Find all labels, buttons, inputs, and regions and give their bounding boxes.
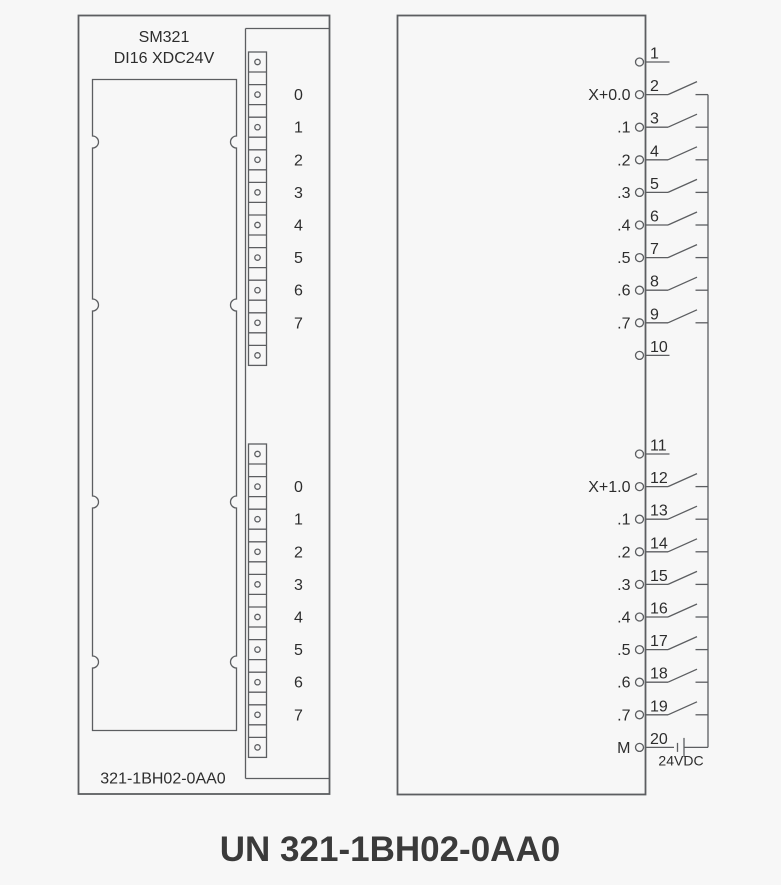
switch-contact	[668, 245, 697, 258]
terminal-number: 3	[650, 110, 659, 128]
led-indicator	[255, 190, 260, 195]
terminal-circle	[636, 123, 644, 131]
led-channel-label: 2	[294, 544, 303, 562]
module-outline	[79, 16, 330, 795]
led-indicator	[255, 680, 260, 685]
terminal-row-5	[617, 176, 708, 202]
led-indicator	[255, 157, 260, 162]
switch-contact	[668, 474, 697, 487]
terminal-number: 17	[650, 633, 668, 651]
supply-voltage-label: 24VDC	[658, 752, 704, 769]
switch-contact	[668, 277, 697, 290]
terminal-row-1	[636, 46, 670, 67]
terminal-label: .1	[617, 511, 631, 529]
led-indicator	[255, 712, 260, 717]
led-indicator	[255, 59, 260, 64]
terminal-label: M	[617, 739, 631, 757]
terminal-number: 12	[650, 470, 668, 488]
led-indicator	[255, 614, 260, 619]
terminal-circle	[636, 743, 644, 751]
terminal-row-3	[617, 111, 708, 137]
led-indicator	[255, 255, 260, 260]
module-title-line2: DI16 XDC24V	[113, 50, 215, 67]
terminal-label: .5	[617, 250, 631, 268]
led-indicator	[255, 353, 260, 358]
terminal-circle	[636, 548, 644, 556]
terminal-circle	[636, 711, 644, 719]
terminal-label: .2	[617, 152, 631, 170]
terminal-label: .1	[617, 119, 631, 137]
terminal-label: .6	[617, 282, 631, 300]
terminal-label: .2	[617, 544, 631, 562]
switch-contact	[668, 179, 697, 192]
module-front-view	[79, 16, 330, 795]
terminal-number: 14	[650, 535, 668, 553]
labeling-area	[93, 80, 237, 731]
switch-contact	[668, 604, 697, 617]
led-channel-label: 1	[294, 119, 303, 137]
terminal-row-19	[617, 698, 708, 724]
switch-contact	[668, 310, 697, 323]
terminal-number: 5	[650, 175, 659, 193]
switch-contact	[668, 702, 697, 715]
terminal-label: X+0.0	[588, 87, 631, 105]
led-channel-label: 0	[294, 479, 303, 497]
switch-contact	[668, 571, 697, 584]
terminal-label: .4	[617, 217, 631, 235]
switch-contact	[668, 212, 697, 225]
terminal-row-11	[636, 438, 670, 459]
terminal-circle	[636, 254, 644, 262]
terminal-rows	[588, 46, 708, 757]
terminal-number: 9	[650, 306, 659, 324]
led-indicator	[255, 484, 260, 489]
terminal-row-12	[588, 470, 708, 496]
terminal-number: 15	[650, 567, 668, 585]
switch-contact	[668, 114, 697, 127]
led-indicator	[255, 320, 260, 325]
switch-contact	[668, 669, 697, 682]
led-strip-0	[249, 52, 304, 365]
led-channel-label: 6	[294, 674, 303, 692]
led-channel-label: 3	[294, 184, 303, 202]
led-indicator	[255, 549, 260, 554]
led-indicator	[255, 517, 260, 522]
terminal-connection-diagram	[398, 16, 709, 795]
led-channel-label: 5	[294, 642, 303, 660]
led-indicator	[255, 451, 260, 456]
terminal-circle	[636, 515, 644, 523]
terminal-row-7	[617, 241, 708, 267]
led-channel-label: 7	[294, 315, 303, 333]
terminal-circle	[636, 613, 644, 621]
terminal-circle	[636, 678, 644, 686]
terminal-label: .3	[617, 184, 631, 202]
led-indicator	[255, 745, 260, 750]
terminal-number: 4	[650, 143, 659, 161]
led-channel-label: 7	[294, 707, 303, 725]
terminal-circle	[636, 156, 644, 164]
terminal-number: 7	[650, 241, 659, 259]
led-strip-outline	[249, 52, 267, 365]
terminal-row-17	[617, 633, 708, 659]
terminal-circle	[636, 351, 644, 359]
switch-contact	[668, 637, 697, 650]
led-indicator	[255, 647, 260, 652]
led-indicator	[255, 222, 260, 227]
terminal-row-10	[636, 339, 670, 360]
module-title-line1: SM321	[138, 29, 190, 46]
terminal-circle	[636, 450, 644, 458]
led-channel-label: 3	[294, 576, 303, 594]
terminal-number: 18	[650, 665, 668, 683]
led-indicator	[255, 582, 260, 587]
terminal-label: X+1.0	[588, 479, 631, 497]
led-indicator	[255, 125, 260, 130]
led-channel-label: 0	[294, 87, 303, 105]
terminal-row-4	[617, 143, 708, 169]
terminal-number: 8	[650, 273, 659, 291]
terminal-label: .7	[617, 315, 631, 333]
terminal-row-16	[617, 601, 708, 627]
terminal-row-6	[617, 209, 708, 235]
switch-contact	[668, 539, 697, 552]
module-order-number: 321-1BH02-0AA0	[100, 770, 226, 788]
led-channel-label: 4	[294, 609, 303, 627]
terminal-circle	[636, 483, 644, 491]
led-channel-label: 5	[294, 250, 303, 268]
terminal-circle	[636, 91, 644, 99]
terminal-label: .6	[617, 674, 631, 692]
led-indicator	[255, 288, 260, 293]
terminal-number: 19	[650, 698, 668, 716]
led-channel-label: 2	[294, 152, 303, 170]
terminal-row-18	[617, 666, 708, 692]
led-channel-label: 4	[294, 217, 303, 235]
terminal-circle	[636, 58, 644, 66]
switch-contact	[668, 147, 697, 160]
terminal-number: 10	[650, 338, 668, 356]
terminal-row-14	[617, 535, 708, 561]
terminal-circle	[636, 319, 644, 327]
switch-contact	[668, 506, 697, 519]
caption-title: UN 321-1BH02-0AA0	[219, 830, 561, 869]
terminal-circle	[636, 580, 644, 588]
terminal-number: 13	[650, 502, 668, 520]
led-strip-1	[249, 444, 304, 757]
terminal-circle	[636, 221, 644, 229]
terminal-circle	[636, 188, 644, 196]
terminal-number: 20	[650, 730, 668, 748]
led-channel-label: 1	[294, 511, 303, 529]
terminal-block-outline	[398, 16, 646, 795]
led-indicator-strips	[249, 52, 304, 757]
terminal-circle	[636, 646, 644, 654]
terminal-number: 2	[650, 78, 659, 96]
terminal-row-2	[588, 78, 708, 104]
terminal-row-9	[617, 306, 708, 332]
led-channel-label: 6	[294, 282, 303, 300]
terminal-label: .4	[617, 609, 631, 627]
switch-contact	[668, 82, 697, 95]
terminal-number: 16	[650, 600, 668, 618]
terminal-number: 11	[650, 437, 667, 455]
terminal-row-15	[617, 568, 708, 594]
terminal-circle	[636, 286, 644, 294]
terminal-label: .7	[617, 707, 631, 725]
led-indicator	[255, 92, 260, 97]
terminal-number: 6	[650, 208, 659, 226]
terminal-row-8	[617, 274, 708, 300]
terminal-label: .5	[617, 642, 631, 660]
led-strip-outline	[249, 444, 267, 757]
terminal-number: 1	[650, 45, 659, 63]
terminal-row-13	[617, 503, 708, 529]
terminal-label: .3	[617, 576, 631, 594]
